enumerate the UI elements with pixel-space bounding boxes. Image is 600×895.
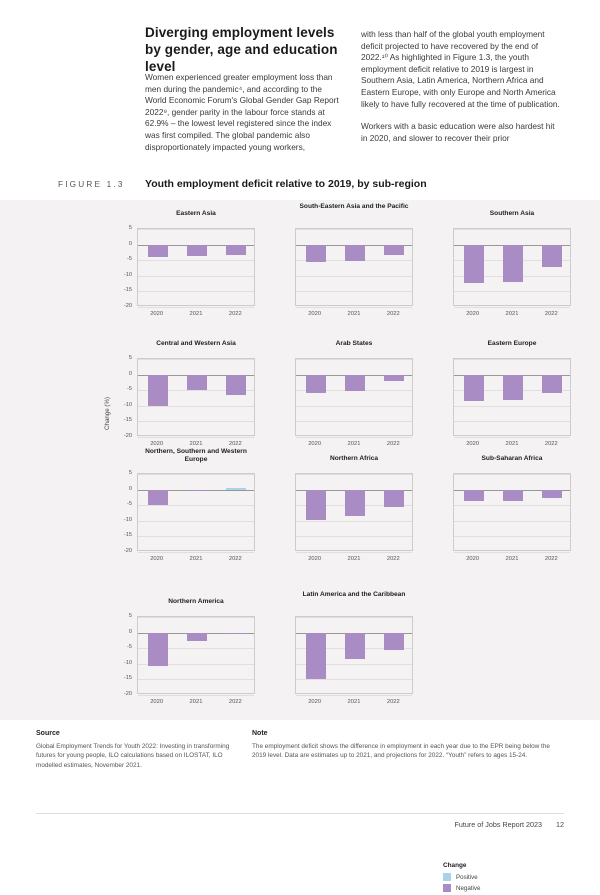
chart-panel-11 (295, 591, 413, 710)
bar (306, 245, 326, 262)
gridline (296, 679, 412, 680)
footer-source-text: Global Employment Trends for Youth 2022: Investing in transforming futures for young people, ILO calculations based on ILOSTAT, ILO modelled estimates, November 2021. (36, 743, 230, 769)
gridline (454, 291, 570, 292)
x-axis-tick: 2020 (466, 441, 480, 447)
y-axis-tick: 5 (128, 355, 132, 361)
x-axis-tick: 2022 (386, 311, 400, 317)
bar (464, 245, 484, 283)
y-axis-tick: -20 (123, 433, 132, 439)
y-axis-tick: 5 (128, 613, 132, 619)
gridline (454, 406, 570, 407)
chart-panel-3 (453, 210, 571, 322)
plot-area (137, 473, 255, 551)
x-axis-tick: 2021 (505, 556, 519, 562)
footer-note-text: The employment deficit shows the difference in employment in each year due to the EPR being below the 2019 level. Data are estimates up to 2021, and projections for 2022. “Youth” refers to ages 15-24. (252, 743, 550, 760)
chart-title: Central and Western Asia (156, 340, 236, 347)
y-axis-tick: -20 (123, 548, 132, 554)
chart-title: Northern, Southern and Western Europe (145, 448, 247, 463)
bar (464, 375, 484, 401)
legend-item-positive (443, 873, 563, 881)
bar (148, 633, 168, 667)
footer-note (252, 730, 564, 761)
x-axis-tick: 2021 (347, 699, 361, 705)
y-axis-tick: 0 (128, 370, 132, 377)
chart-panel-2 (295, 203, 413, 322)
x-axis-tick: 2021 (189, 556, 203, 562)
chart-title: Southern Asia (489, 210, 535, 217)
gridline (454, 505, 570, 506)
gridline (138, 260, 254, 261)
bar (306, 633, 326, 679)
chart-title: South-Eastern Asia and the Pacific (299, 203, 409, 210)
article-right-column (361, 29, 561, 155)
bar (148, 375, 168, 407)
x-axis-tick: 2021 (189, 311, 203, 317)
bar (187, 245, 207, 256)
gridline (454, 521, 570, 522)
x-axis-tick: 2020 (150, 556, 164, 562)
footer-source-heading: Source (36, 730, 60, 737)
chart-title: Sub-Saharan Africa (481, 455, 543, 462)
gridline (138, 276, 254, 277)
x-axis-tick: 2022 (544, 441, 558, 447)
chart-legend (443, 862, 563, 895)
bar (306, 375, 326, 393)
chart-panel-9 (453, 455, 571, 567)
report-name: Future of Jobs Report 2023 (454, 820, 542, 829)
bar (542, 490, 562, 499)
gridline (296, 552, 412, 553)
gridline (454, 474, 570, 475)
gridline (138, 695, 254, 696)
legend-item-negative (443, 884, 563, 892)
footer (0, 720, 600, 848)
y-axis-tick: 5 (128, 225, 132, 231)
x-axis-tick: 2021 (347, 441, 361, 447)
plot-area (295, 228, 413, 306)
y-axis-tick: -10 (123, 401, 132, 408)
gridline (454, 536, 570, 537)
x-axis-tick: 2022 (228, 699, 242, 705)
x-axis-tick: 2020 (150, 311, 164, 317)
figure-title: Youth employment deficit relative to 2019, by sub-region (145, 178, 427, 190)
gridline (296, 276, 412, 277)
bar (187, 633, 207, 641)
gridline (296, 406, 412, 407)
legend-swatch-positive (443, 873, 451, 881)
article-left-paragraph: Women experienced greater employment loss than men during the pandemic⁴, and according to the World Economic Forum's Global Gender Gap Report 2022⁹, gender parity in the labour force stands at 62.9% – the lowest level registered since the index was first compiled. The global pandemic also disproportionately impacted young workers, (145, 72, 339, 152)
gridline (296, 474, 412, 475)
gridline (296, 359, 412, 360)
bar (187, 490, 207, 492)
gridline (138, 421, 254, 422)
y-axis-tick: 5 (128, 470, 132, 476)
y-axis-tick: 0 (128, 628, 132, 635)
gridline (138, 536, 254, 537)
y-axis-tick: -15 (123, 417, 132, 424)
chart-title: Eastern Asia (176, 210, 216, 217)
bar (345, 375, 365, 392)
x-axis-tick: 2020 (466, 556, 480, 562)
x-axis-tick: 2021 (189, 441, 203, 447)
x-axis-tick: 2020 (308, 556, 322, 562)
bar (503, 375, 523, 401)
chart-panel-7 (123, 448, 255, 567)
bar (384, 245, 404, 256)
chart-title: Latin America and the Caribbean (302, 591, 406, 598)
y-axis-tick: -5 (127, 256, 132, 263)
chart-title: Arab States (335, 340, 373, 347)
gridline (454, 421, 570, 422)
y-axis-tick: -10 (123, 516, 132, 523)
gridline (296, 521, 412, 522)
bar (384, 633, 404, 650)
y-axis-tick: -15 (123, 287, 132, 294)
gridline (296, 307, 412, 308)
article-area (0, 0, 600, 200)
plot-area (295, 473, 413, 551)
figure-label: FIGURE 1.3 (58, 180, 125, 189)
x-axis-tick: 2022 (386, 556, 400, 562)
chart-panel-10 (123, 598, 255, 710)
plot-area (453, 473, 571, 551)
gridline (296, 229, 412, 230)
bar (542, 375, 562, 393)
plot-area (137, 228, 255, 306)
y-axis-label: Change (%) (104, 396, 111, 430)
x-axis-tick: 2022 (386, 699, 400, 705)
bar (503, 245, 523, 282)
gridline (454, 307, 570, 308)
bar (226, 375, 246, 395)
x-axis-tick: 2021 (347, 311, 361, 317)
bar (148, 490, 168, 506)
bar (542, 245, 562, 267)
x-axis-tick: 2022 (228, 556, 242, 562)
x-axis-tick: 2020 (466, 311, 480, 317)
plot-area (453, 358, 571, 436)
gridline (296, 536, 412, 537)
y-axis-tick: -20 (123, 691, 132, 697)
gridline (454, 229, 570, 230)
article-right-paragraph-2: Workers with a basic education were also hardest hit in 2020, and slower to recover their prior (361, 121, 555, 143)
gridline (296, 291, 412, 292)
x-axis-tick: 2020 (308, 441, 322, 447)
gridline (296, 437, 412, 438)
footer-source (36, 730, 236, 770)
y-axis-tick: -5 (127, 386, 132, 393)
gridline (138, 521, 254, 522)
bar (464, 490, 484, 502)
legend-swatch-negative (443, 884, 451, 892)
x-axis-tick: 2020 (150, 699, 164, 705)
page-footer (455, 820, 565, 829)
bar (384, 490, 404, 507)
gridline (296, 421, 412, 422)
bar (226, 633, 246, 635)
legend-label-positive: Positive (456, 873, 478, 881)
bar (345, 633, 365, 659)
plot-area (295, 358, 413, 436)
x-axis-tick: 2022 (544, 311, 558, 317)
chart-title: Northern America (168, 598, 224, 605)
footer-note-heading: Note (252, 730, 268, 737)
article-headline: Diverging employment levels by gender, age and education level (145, 25, 338, 74)
gridline (138, 617, 254, 618)
bar (306, 490, 326, 520)
chart-title: Eastern Europe (487, 340, 537, 347)
gridline (138, 474, 254, 475)
x-axis-tick: 2022 (386, 441, 400, 447)
gridline (454, 437, 570, 438)
gridline (138, 291, 254, 292)
y-axis-tick: -5 (127, 501, 132, 508)
gridline (138, 437, 254, 438)
gridline (138, 307, 254, 308)
article-right-paragraph-1: with less than half of the global youth employment deficit projected to have recovered by the end of 2022.¹⁰ As highlighted in Figure 1.3, the youth employment deficit relative to 2019 is largest in Southern Asia, Latin America, Northern Africa and Eastern Europe, with only Europe and North America likely to have fully recovered at the time of publication. (361, 29, 560, 109)
chart-title: Northern Africa (329, 455, 379, 462)
bar (345, 245, 365, 261)
page-number: 12 (556, 820, 564, 829)
y-axis-tick: -20 (123, 303, 132, 309)
x-axis-tick: 2021 (505, 311, 519, 317)
footer-divider (36, 813, 564, 814)
chart-panel-5 (295, 340, 413, 452)
plot-area (453, 228, 571, 306)
gridline (138, 679, 254, 680)
y-axis-tick: -10 (123, 659, 132, 666)
y-axis-tick: -15 (123, 675, 132, 682)
gridline (296, 617, 412, 618)
chart-panel-1 (123, 210, 255, 322)
x-axis-tick: 2021 (505, 441, 519, 447)
chart-panel-8 (295, 455, 413, 567)
gridline (138, 229, 254, 230)
bar (226, 245, 246, 256)
bar (345, 490, 365, 516)
bar (148, 245, 168, 257)
legend-label-negative: Negative (456, 884, 481, 892)
x-axis-tick: 2022 (228, 441, 242, 447)
bar (384, 375, 404, 382)
y-axis-tick: -10 (123, 271, 132, 278)
chart-panel-6 (453, 340, 571, 452)
gridline (454, 552, 570, 553)
gridline (138, 505, 254, 506)
x-axis-tick: 2022 (228, 311, 242, 317)
chart-panel-4 (123, 340, 255, 452)
x-axis-tick: 2021 (347, 556, 361, 562)
y-axis-tick: 0 (128, 240, 132, 247)
x-axis-tick: 2020 (308, 699, 322, 705)
bar (187, 375, 207, 391)
bar (226, 488, 246, 490)
plot-area (137, 358, 255, 436)
article-left-column (145, 72, 345, 153)
plot-area (137, 616, 255, 694)
x-axis-tick: 2020 (308, 311, 322, 317)
x-axis-tick: 2020 (150, 441, 164, 447)
y-axis-tick: -5 (127, 644, 132, 651)
y-axis-tick: 0 (128, 485, 132, 492)
gridline (138, 359, 254, 360)
legend-title: Change (443, 862, 467, 869)
x-axis-tick: 2021 (189, 699, 203, 705)
plot-area (295, 616, 413, 694)
bar (503, 490, 523, 502)
x-axis-tick: 2022 (544, 556, 558, 562)
gridline (296, 695, 412, 696)
y-axis-tick: -15 (123, 532, 132, 539)
gridline (454, 359, 570, 360)
gridline (138, 552, 254, 553)
